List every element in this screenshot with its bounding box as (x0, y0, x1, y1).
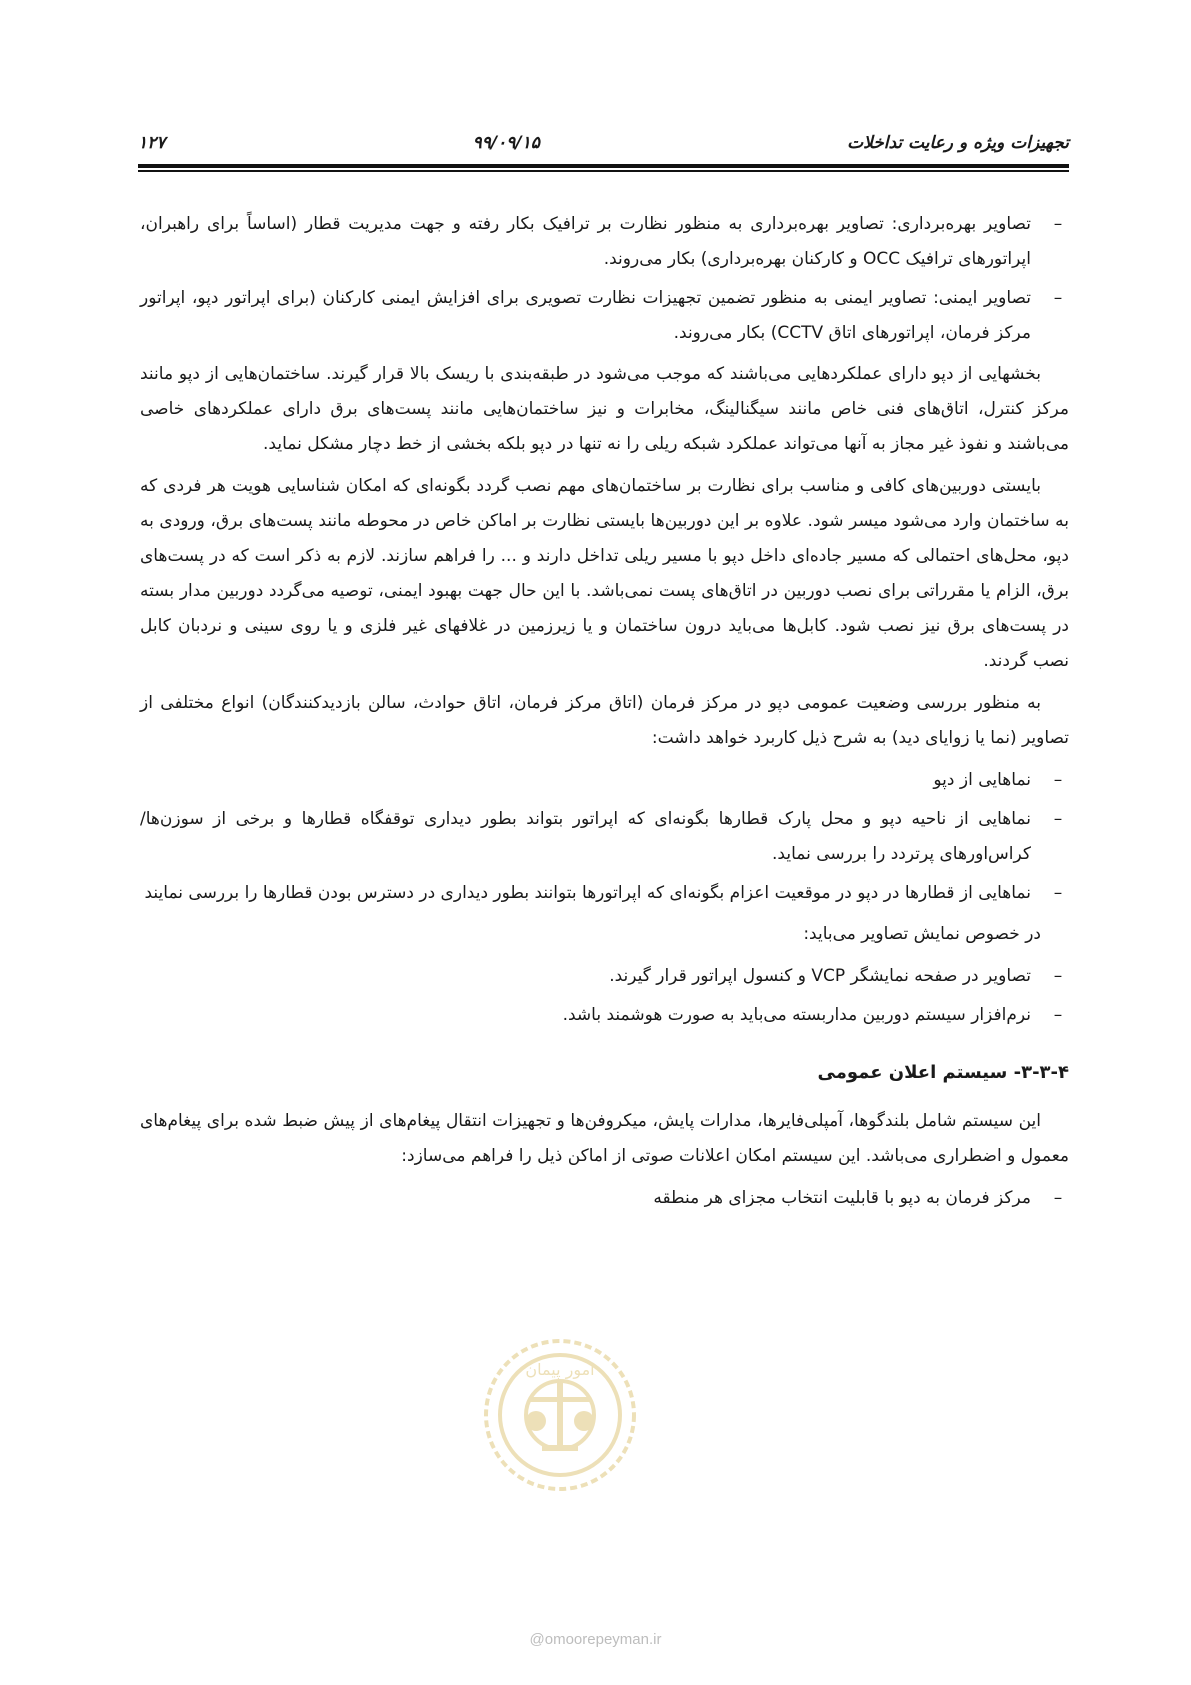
header-title: تجهیزات ویژه و رعایت تداخلات (847, 133, 1069, 153)
pa-list (140, 1181, 1069, 1216)
dash-bullet: – (1053, 770, 1063, 790)
section-heading: ۳-۳-۴- سیستم اعلان عمومی (817, 1062, 1069, 1083)
watermark-logo-text: امور پیمان (525, 1360, 595, 1379)
dash-bullet: – (1053, 214, 1063, 234)
page-header (138, 128, 1069, 158)
page-number: ۱۲۷ (138, 133, 166, 153)
list-item: – تصاویر بهره‌برداری: تصاویر بهره‌برداری به منظور نظارت بر ترافیک بکار رفته و جهت مدیریت قطار (اساساً برای راهبران، اپراتورهای ترافیک OCC و کارکنان بهره‌برداری) بکار می‌روند. (140, 207, 1069, 277)
dash-bullet: – (1053, 883, 1063, 903)
paragraph: بایستی دوربین‌های کافی و مناسب برای نظارت بر ساختمان‌های مهم نصب گردد بگونه‌ای که امکان شناسایی هویت هر فردی که به ساختمان وارد می‌شود میسر شود. علاوه بر این دوربین‌ها بایستی نظارت بر اماکن خاص در محوطه مانند پست‌های برق، ورودی به دپو، محل‌های احتمالی که مسیر جاده‌ای داخل دپو با مسیر ریلی تداخل دارند و ... را فراهم سازند. لازم به ذکر است که در پست‌های برق، الزام یا مقرراتی برای نصب دوربین در اتاق‌های پست نمی‌باشد. با این حال جهت بهبود ایمنی، توصیه می‌گردد دوربین مدار بسته در پست‌های برق نیز نصب شود. کابل‌ها می‌باید درون ساختمان و یا زیرزمین در غلافهای غیر فلزی و یا روی سینی و نردبان کابل نصب گردند. (140, 476, 1069, 671)
list-item: – تصاویر در صفحه نمایشگر VCP و کنسول اپراتور قرار گیرند. (140, 959, 1069, 994)
display-list (140, 959, 1069, 1033)
dash-bullet: – (1053, 288, 1063, 308)
list-item: – نماهایی از قطارها در دپو در موقعیت اعزام بگونه‌ای که اپراتورها بتوانند بطور دیداری در دسترس بودن قطارها را بررسی نمایند (140, 876, 1069, 911)
header-date: ۹۹/۰۹/۱۵ (472, 133, 540, 153)
list-item: – نماهایی از ناحیه دپو و محل پارک قطارها بگونه‌ای که اپراتور بتواند بطور دیداری توقفگاه قطارها و برخی از سوزن‌ها/کراس‌اورهای پرتردد را بررسی نماید. (140, 802, 1069, 872)
image-types-list (140, 207, 1069, 351)
list-item: – نرم‌افزار سیستم دوربین مداربسته می‌باید به صورت هوشمند باشد. (140, 998, 1069, 1033)
watermark-url: @omoorepeyman.ir (529, 1631, 662, 1648)
list-item: – مرکز فرمان به دپو با قابلیت انتخاب مجزای هر منطقه (140, 1181, 1069, 1216)
dash-bullet: – (1053, 1188, 1063, 1208)
paragraph: به منظور بررسی وضعیت عمومی دپو در مرکز فرمان (اتاق مرکز فرمان، اتاق حوادث، سالن بازدیدکنندگان) انواع مختلفی از تصاویر (نما یا زوایای دید) به شرح ذیل کاربرد خواهد داشت: (140, 693, 1069, 748)
dash-bullet: – (1053, 1005, 1063, 1025)
header-rule-thin (138, 170, 1069, 172)
dash-bullet: – (1053, 966, 1063, 986)
list-item: – نماهایی از دپو (140, 763, 1069, 798)
header-rule-thick (138, 164, 1069, 168)
watermark-logo-icon (480, 1335, 640, 1495)
paragraph: در خصوص نمایش تصاویر می‌باید: (803, 924, 1041, 944)
paragraph: این سیستم شامل بلندگوها، آمپلی‌فایرها، مدارات پایش، میکروفن‌ها و تجهیزات انتقال پیغام‌های از پیش ضبط شده برای پیغام‌های معمول و اضطراری می‌باشد. این سیستم امکان اعلانات صوتی از اماکن ذیل را فراهم می‌سازد: (140, 1111, 1069, 1166)
dash-bullet: – (1053, 809, 1063, 829)
body-content (140, 207, 1069, 1222)
paragraph: بخشهایی از دپو دارای عملکردهایی می‌باشند که موجب می‌شود در طبقه‌بندی با ریسک بالا قرار گیرند. ساختمان‌هایی از دپو مانند مرکز کنترل، اتاق‌های فنی خاص مانند سیگنالینگ، مخابرات و نیز ساختمان‌هایی مانند پست‌های برق دارای عملکردهای خاصی می‌باشند و نفوذ غیر مجاز به آنها می‌تواند عملکرد شبکه ریلی را نه تنها در دپو بلکه بخشی از خط دچار مشکل نماید. (140, 364, 1069, 454)
list-item: – تصاویر ایمنی: تصاویر ایمنی به منظور تضمین تجهیزات نظارت تصویری برای افزایش ایمنی کارکنان (برای اپراتور دپو، اپراتور مرکز فرمان، اپراتورهای اتاق CCTV) بکار می‌روند. (140, 281, 1069, 351)
views-list (140, 763, 1069, 911)
